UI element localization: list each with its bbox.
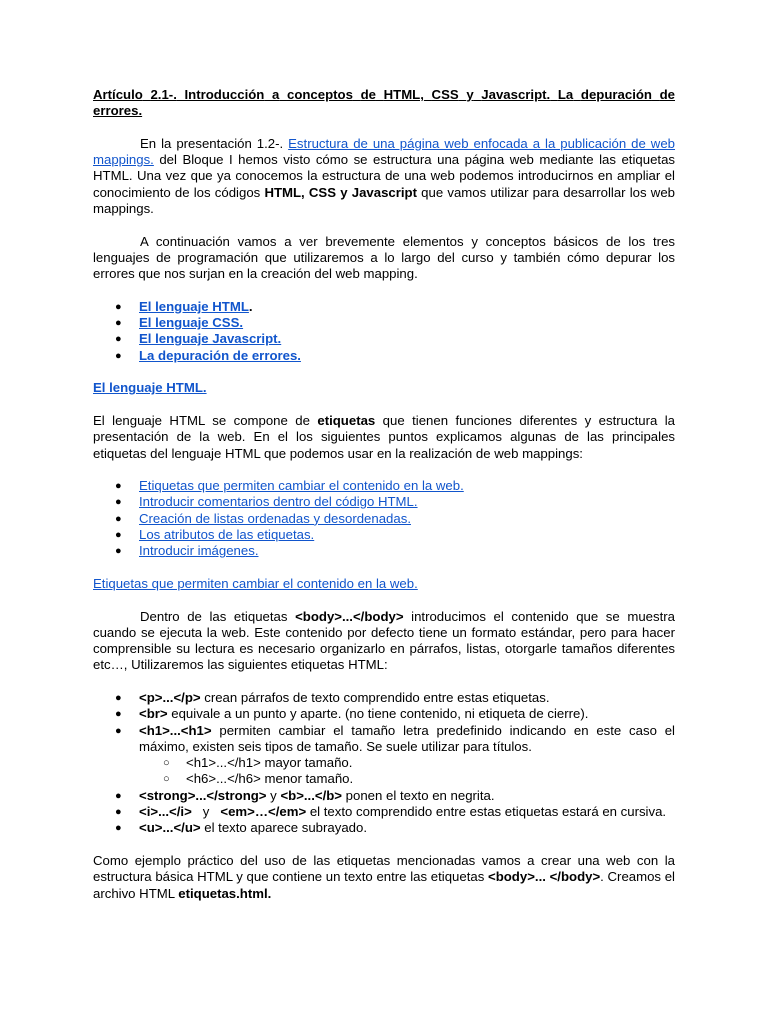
topic-link[interactable]: Etiquetas que permiten cambiar el contenido en la web. [139,478,464,494]
bullet-icon: ● [115,317,122,330]
bullet-icon: ● [115,300,122,313]
bullet-icon: ● [115,333,122,346]
circle-bullet-icon: ○ [163,757,170,770]
topic-link[interactable]: Introducir imágenes. [139,543,259,559]
link-estructura-pagina-web[interactable]: Estructura de una página web enfocada a la publicación de web mappings. [93,135,676,168]
toc-link-css[interactable]: El lenguaje CSS. [139,315,244,331]
closing-paragraph: Como ejemplo práctico del uso de las etiquetas mencionadas vamos a crear una web con la estructura básica HTML y que contiene un texto entre las etiquetas <body>... </body>. Creamos el archivo HTML etiquetas.html. [93,852,675,901]
bullet-icon: ● [115,822,122,835]
bullet-icon: ● [115,806,122,819]
topic-link[interactable]: Los atributos de las etiquetas. [139,527,315,543]
bullet-icon: ● [115,512,122,525]
list-item [93,527,675,543]
sublist-item: ○ <h6>...</h6> menor tamaño. [163,771,354,787]
heading-sizes-sublist [93,755,675,788]
sublist-item: ○ <h1>...</h1> mayor tamaño. [163,755,353,771]
bullet-icon: ● [115,349,122,362]
section-heading-tags [93,576,675,592]
section-heading-html [93,380,675,396]
toc-link-javascript[interactable]: El lenguaje Javascript. [139,331,282,347]
intro-paragraph-2: A continuación vamos a ver brevemente elementos y conceptos básicos de los tres lenguajes de programación que utilizaremos a lo largo del curso y también cómo depurar los errores que nos surjan en la creación del web mapping. [93,233,675,282]
list-item [93,478,675,494]
bullet-icon: ● [115,480,122,493]
toc-link-html[interactable]: El lenguaje HTML [139,298,249,314]
list-item [93,543,675,559]
toc-item [93,348,675,364]
heading-link-html[interactable]: El lenguaje HTML. [93,380,207,396]
list-item: ● <u>...</u> el texto aparece subrayado. [115,820,367,836]
list-item [93,511,675,527]
list-item [93,494,675,510]
toc-item: ● El lenguaje HTML. [115,298,253,314]
toc-item [93,315,675,331]
bullet-icon: ● [115,529,122,542]
html-paragraph: El lenguaje HTML se compone de etiquetas que tienen funciones diferentes y estructura la presentación de la web. En el los siguientes puntos explicamos algunas de las principales etiquetas del lenguaje HTML que podemos usar en la realización de web mappings: [93,412,675,461]
list-item: ● <br> equivale a un punto y aparte. (no tiene contenido, ni etiqueta de cierre). [115,706,589,722]
circle-bullet-icon: ○ [163,773,170,786]
bullet-icon: ● [115,545,122,558]
topic-link[interactable]: Creación de listas ordenadas y desordenadas. [139,510,411,526]
bullet-icon: ● [115,724,122,737]
tags-paragraph: Dentro de las etiquetas <body>...</body> introducimos el contenido que se muestra cuando se ejecuta la web. Este contenido por defecto tiene un formato estándar, pero para hacer comprensible su lectura es necesario organizarlo en párrafos, listas, otorgarle tamaños diferentes etc…, Utilizaremos las siguientes etiquetas HTML: [93,608,675,673]
topic-link[interactable]: Introducir comentarios dentro del código HTML. [139,494,418,510]
list-item: ● <h1>...<h1> permiten cambiar el tamaño letra predefinido indicando en este caso el máximo, existen seis tipos de tamaño. Se suele utilizar para títulos. [115,722,675,754]
intro-paragraph-1: En la presentación 1.2-. Estructura de una página web enfocada a la publicación de web mappings. del Bloque I hemos visto cómo se estructura una página web mediante las etiquetas HTML. Una vez que ya conocemos la estructura de una web podemos introducirnos en ampliar el conocimiento de los códigos HTML, CSS y Javascript que vamos utilizar para desarrollar los web mappings. [93,135,676,217]
bullet-icon: ● [115,691,122,704]
article-title: Artículo 2.1-. Introducción a conceptos de HTML, CSS y Javascript. La depuración de errores. [93,87,675,119]
tags-list [93,690,675,755]
document-content [93,87,675,902]
list-item: ● <i>...</i> y <em>…</em> el texto comprendido entre estas etiquetas estará en cursiva. [115,804,667,820]
list-item: ● <p>...</p> crean párrafos de texto comprendido entre estas etiquetas. [115,689,550,705]
bullet-icon: ● [115,789,122,802]
toc-list [93,299,675,364]
bullet-icon: ● [115,496,122,509]
toc-item [93,331,675,347]
html-topics-list [93,478,675,559]
bullet-icon: ● [115,708,122,721]
toc-link-depuracion[interactable]: La depuración de errores. [139,347,301,363]
tags-list-continued [93,788,675,837]
heading-link-tags[interactable]: Etiquetas que permiten cambiar el contenido en la web. [93,575,418,591]
list-item: ● <strong>...</strong> y <b>...</b> ponen el texto en negrita. [115,787,495,803]
